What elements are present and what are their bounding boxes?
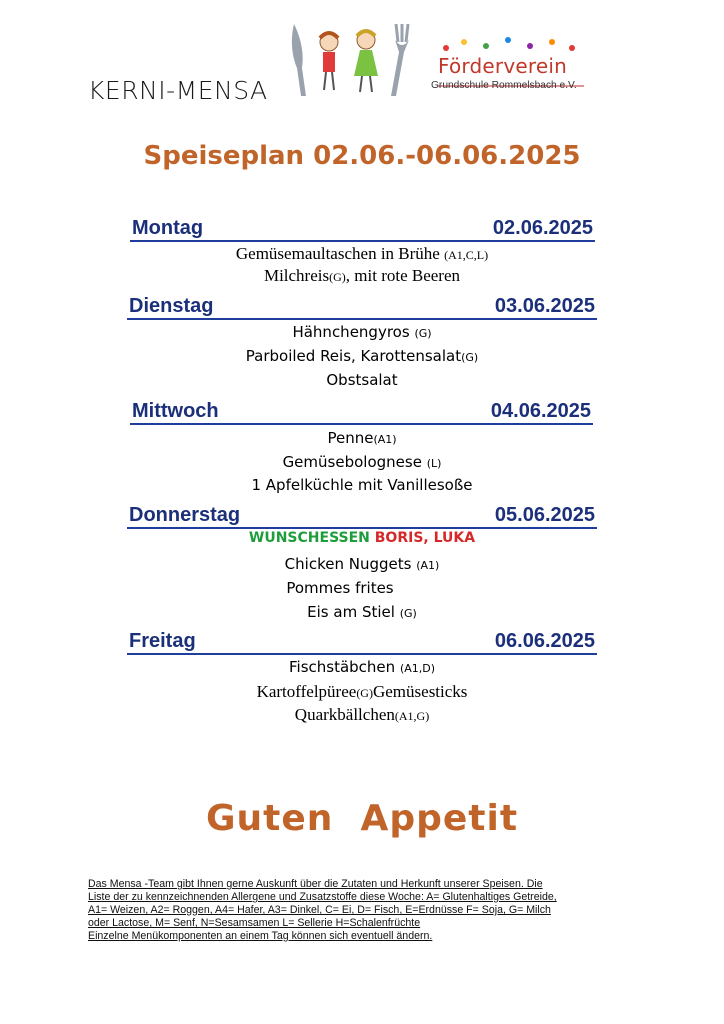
day-date: 05.06.2025 — [494, 504, 595, 526]
day-name: Mittwoch — [132, 400, 219, 422]
day-heading-friday — [127, 626, 597, 655]
day-date: 06.06.2025 — [494, 630, 595, 652]
day-heading-tuesday — [127, 291, 597, 320]
verein-name: Förderverein — [438, 54, 567, 78]
verein-subtitle: Grundschule Rommelsbach e.V. — [431, 80, 577, 91]
wish-meal-banner — [0, 530, 724, 546]
menu-item: Gemüsebolognese (L) — [282, 453, 442, 471]
allergen-footnote — [88, 878, 628, 943]
wish-label: WUNSCHESSEN — [248, 530, 370, 546]
menu-title: Speiseplan 02.06.-06.06.2025 — [143, 141, 581, 171]
day-heading-thursday — [127, 500, 597, 529]
footnote-line: oder Lactose, M= Senf, N=Sesamsamen L= Sellerie H=Schalenfrüchte — [88, 917, 421, 929]
kids-cutlery-logo — [284, 20, 414, 100]
menu-item: 1 Apfelküchle mit Vanillesoße — [251, 476, 473, 494]
menu-item: Hähnchengyros (G) — [292, 323, 432, 341]
day-heading-wednesday — [130, 396, 593, 425]
day-date: 02.06.2025 — [492, 217, 593, 239]
menu-item: Gemüsemaultaschen in Brühe (A1,C,L) — [235, 244, 489, 263]
day-name: Donnerstag — [129, 504, 241, 526]
day-name: Freitag — [129, 630, 196, 652]
day-date: 03.06.2025 — [494, 295, 595, 317]
menu-item: Obstsalat — [326, 371, 398, 389]
day-date: 04.06.2025 — [490, 400, 591, 422]
footnote-line: Liste der zu kennzeichnenden Allergene und Zusatzstoffe diese Woche: A= Glutenhaltiges Getreide, — [88, 891, 557, 903]
menu-item: Penne(A1) — [327, 429, 397, 447]
wish-names: BORIS, LUKA — [374, 530, 476, 546]
footnote-line: Einzelne Menükomponenten an einem Tag können sich eventuell ändern. — [88, 930, 433, 942]
menu-item: Milchreis(G), mit rote Beeren — [263, 266, 461, 285]
menu-item: Chicken Nuggets (A1) — [284, 555, 440, 573]
day-name: Dienstag — [129, 295, 214, 317]
mensa-brand: KERNI-MENSA — [88, 76, 268, 105]
menu-item: Kartoffelpüree(G)Gemüsesticks — [256, 682, 468, 701]
menu-item: Eis am Stiel (G) — [307, 603, 417, 621]
menu-item: Pommes frites — [286, 579, 394, 597]
closing-greeting: Guten Appetit — [205, 798, 519, 839]
footnote-line: A1= Weizen, A2= Roggen, A4= Hafer, A3= Dinkel, C= Ei, D= Fisch, E=Erdnüsse F= Soja, G= Milch — [88, 904, 551, 916]
menu-item: Quarkbällchen(A1,G) — [294, 705, 430, 724]
menu-item: Fischstäbchen (A1,D) — [288, 658, 436, 676]
day-name: Montag — [132, 217, 204, 239]
footnote-line: Das Mensa -Team gibt Ihnen gerne Auskunft über die Zutaten und Herkunft unserer Speisen. Die — [88, 878, 543, 890]
menu-item: Parboiled Reis, Karottensalat(G) — [245, 347, 479, 365]
day-heading-monday — [130, 213, 595, 242]
